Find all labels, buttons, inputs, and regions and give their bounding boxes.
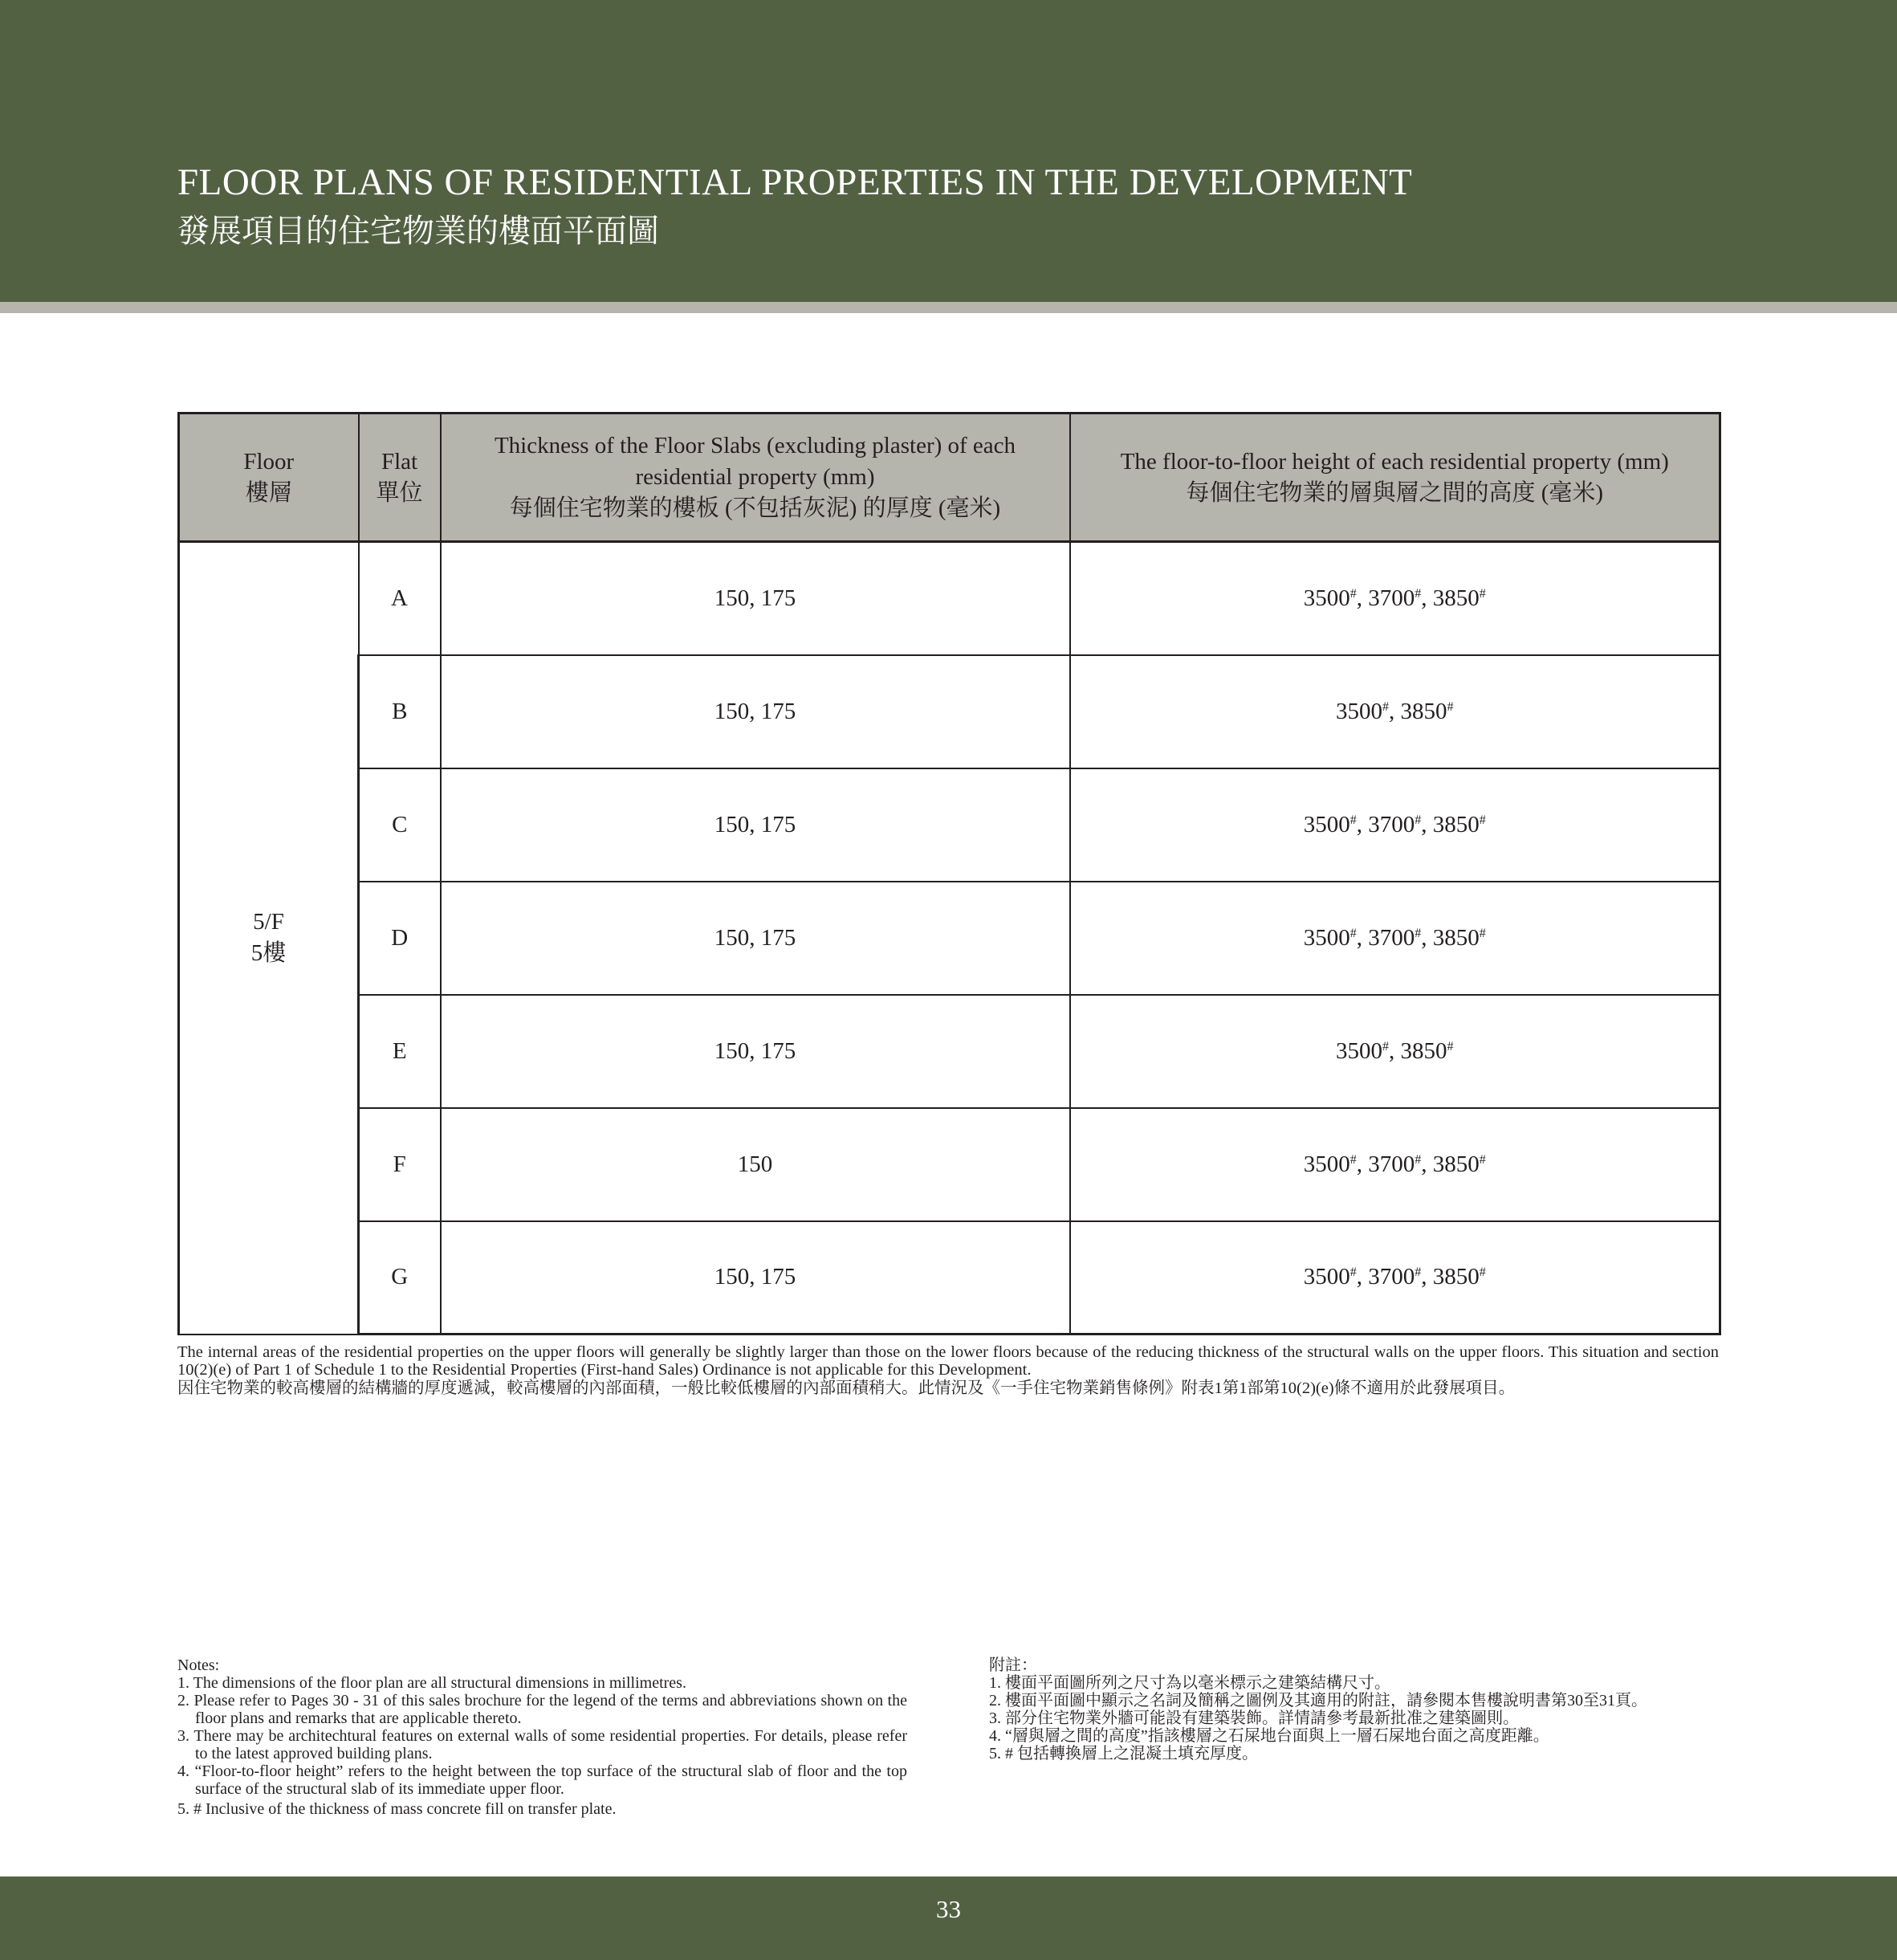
header-height-zh: 每個住宅物業的層與層之間的高度 (毫米): [1186, 479, 1604, 506]
remark-zh: 因住宅物業的較高樓層的結構牆的厚度遞減，較高樓層的內部面積，一般比較低樓層的內部面積稍大。此情況及《一手住宅物業銷售條例》附表1第1部第10(2)(e)條不適用於此發展項目。: [177, 1379, 1516, 1397]
height-value: 3700: [1368, 811, 1415, 837]
height-value: 3700: [1368, 1151, 1415, 1177]
flat-cell: D: [359, 882, 441, 995]
hash-mark: #: [1349, 1152, 1357, 1167]
height-value: 3850: [1432, 924, 1480, 951]
hash-mark: #: [1349, 926, 1357, 940]
header-band: [0, 0, 1897, 302]
height-value: 3850: [1432, 585, 1480, 611]
value-separator: ,: [1356, 924, 1369, 951]
value-separator: ,: [1389, 698, 1401, 724]
hash-mark: #: [1479, 813, 1486, 827]
flat-cell: G: [359, 1221, 441, 1335]
note-item: 5. # 包括轉換層上之混凝土填充厚度。: [989, 1745, 1258, 1762]
hash-mark: #: [1382, 1039, 1389, 1053]
height-value: 3850: [1432, 811, 1480, 837]
hash-mark: #: [1382, 699, 1389, 714]
note-item: 2. 樓面平面圖中顯示之名詞及簡稱之圖例及其適用的附註，請參閱本售樓說明書第30至31頁。: [989, 1692, 1647, 1709]
notes-heading: Notes:: [177, 1656, 220, 1674]
table-row: [179, 995, 1720, 1108]
height-cell: [1070, 1221, 1720, 1335]
thickness-cell: 150, 175: [441, 768, 1070, 882]
value-separator: ,: [1389, 1037, 1401, 1064]
flat-cell: A: [359, 542, 441, 655]
note-item: 4. “Floor-to-floor height” refers to the height between the top surface of the structural slab of floor and the top surface of the structural slab of its immediate upper floor.: [177, 1762, 907, 1798]
flat-cell: E: [359, 995, 441, 1108]
height-cell: [1070, 655, 1720, 768]
height-value: 3850: [1400, 698, 1447, 724]
floor-cell: [179, 542, 359, 1335]
height-value: 3500: [1336, 1037, 1382, 1064]
thickness-cell: 150: [441, 1108, 1070, 1221]
table-row: [179, 768, 1720, 882]
height-value: 3700: [1368, 1264, 1415, 1290]
flat-cell: F: [359, 1108, 441, 1221]
hash-mark: #: [1447, 699, 1454, 714]
hash-mark: #: [1479, 586, 1486, 601]
header-thickness: [441, 414, 1070, 542]
height-value: 3500: [1336, 698, 1382, 724]
hash-mark: #: [1415, 813, 1422, 827]
note-item: 3. 部分住宅物業外牆可能設有建築裝飾。詳情請參考最新批准之建築圖則。: [989, 1709, 1519, 1727]
note-item: 1. The dimensions of the floor plan are all structural dimensions in millimetres.: [177, 1674, 686, 1692]
height-value: 3500: [1303, 811, 1350, 837]
table-remark: [177, 1343, 1719, 1397]
value-separator: ,: [1356, 811, 1369, 837]
table-row: [179, 1108, 1720, 1221]
height-cell: [1070, 1108, 1720, 1221]
header-height: [1070, 414, 1720, 542]
height-cell: [1070, 542, 1720, 655]
page-title-zh: 發展項目的住宅物業的樓面平面圖: [177, 213, 659, 249]
flat-cell: C: [359, 768, 441, 882]
header-divider: [0, 302, 1897, 313]
header-flat-zh: 單位: [376, 479, 423, 506]
height-value: 3500: [1303, 1264, 1350, 1290]
table-row: [179, 1221, 1720, 1335]
height-cell: [1070, 768, 1720, 882]
value-separator: ,: [1421, 924, 1433, 951]
header-height-en: The floor-to-floor height of each residential property (mm): [1120, 448, 1669, 475]
hash-mark: #: [1349, 1265, 1357, 1280]
floor-label-en: 5/F: [253, 909, 284, 935]
height-value: 3500: [1303, 585, 1350, 611]
thickness-cell: 150, 175: [441, 882, 1070, 995]
height-value: 3700: [1368, 585, 1415, 611]
note-item: 5. # Inclusive of the thickness of mass concrete fill on transfer plate.: [177, 1800, 617, 1818]
table-row: [179, 655, 1720, 768]
page-title-en: FLOOR PLANS OF RESIDENTIAL PROPERTIES IN THE DEVELOPMENT: [177, 161, 1413, 203]
header-flat: [359, 414, 441, 542]
height-value: 3850: [1400, 1037, 1447, 1064]
thickness-cell: 150, 175: [441, 542, 1070, 655]
floor-slab-table: [177, 412, 1721, 1335]
hash-mark: #: [1349, 813, 1357, 827]
hash-mark: #: [1415, 1265, 1422, 1280]
page-number: 33: [936, 1895, 961, 1923]
hash-mark: #: [1415, 586, 1422, 601]
header-floor-en: Floor: [243, 448, 295, 475]
notes-chinese: [989, 1656, 1728, 1762]
note-item: 2. Please refer to Pages 30 - 31 of this sales brochure for the legend of the terms and abbreviations shown on the floor plans and remarks that are applicable thereto.: [177, 1692, 907, 1727]
hash-mark: #: [1447, 1039, 1454, 1053]
note-item: 1. 樓面平面圖所列之尺寸為以毫米標示之建築結構尺寸。: [989, 1674, 1390, 1692]
thickness-cell: 150, 175: [441, 1221, 1070, 1335]
flat-cell: B: [359, 655, 441, 768]
note-item: 3. There may be architechtural features on external walls of some residential properties. For details, please refer to the latest approved building plans.: [177, 1727, 907, 1762]
notes-heading: 附註：: [989, 1656, 1037, 1674]
floor-label-zh: 5樓: [250, 940, 287, 967]
remark-en: The internal areas of the residential properties on the upper floors will generally be slightly larger than those on the lower floors because of the reducing thickness of the structural walls on the upper floors. This situation and section 10(2)(e) of Part 1 of Schedule 1 to the Residential Properties (First-hand Sales) Ordinance is not applicable for this Development.: [177, 1343, 1719, 1379]
height-cell: [1070, 995, 1720, 1108]
value-separator: ,: [1356, 1151, 1369, 1177]
header-flat-en: Flat: [381, 448, 418, 475]
header-floor: [179, 414, 359, 542]
height-value: 3500: [1303, 1151, 1350, 1177]
hash-mark: #: [1479, 1152, 1486, 1167]
value-separator: ,: [1356, 1264, 1369, 1290]
height-cell: [1070, 882, 1720, 995]
height-value: 3850: [1432, 1264, 1480, 1290]
value-separator: ,: [1421, 1151, 1433, 1177]
note-item: 4. “層與層之間的高度”指該樓層之石屎地台面與上一層石屎地台面之高度距離。: [989, 1727, 1549, 1745]
hash-mark: #: [1349, 586, 1357, 601]
header-thickness-zh: 每個住宅物業的樓板 (不包括灰泥) 的厚度 (毫米): [509, 495, 1001, 521]
table-row: [179, 882, 1720, 995]
hash-mark: #: [1479, 1265, 1486, 1280]
height-value: 3700: [1368, 924, 1415, 951]
header-floor-zh: 樓層: [245, 479, 292, 506]
thickness-cell: 150, 175: [441, 655, 1070, 768]
table-header-row: [179, 414, 1720, 542]
height-value: 3850: [1432, 1151, 1480, 1177]
table-row: [179, 542, 1720, 655]
header-thickness-en: Thickness of the Floor Slabs (excluding plaster) of each residential property (mm): [494, 433, 1016, 490]
hash-mark: #: [1479, 926, 1486, 940]
notes-english: [177, 1656, 907, 1818]
hash-mark: #: [1415, 926, 1422, 940]
value-separator: ,: [1421, 1264, 1433, 1290]
value-separator: ,: [1421, 585, 1433, 611]
value-separator: ,: [1421, 811, 1433, 837]
value-separator: ,: [1356, 585, 1369, 611]
thickness-cell: 150, 175: [441, 995, 1070, 1108]
height-value: 3500: [1303, 924, 1350, 951]
hash-mark: #: [1415, 1152, 1422, 1167]
